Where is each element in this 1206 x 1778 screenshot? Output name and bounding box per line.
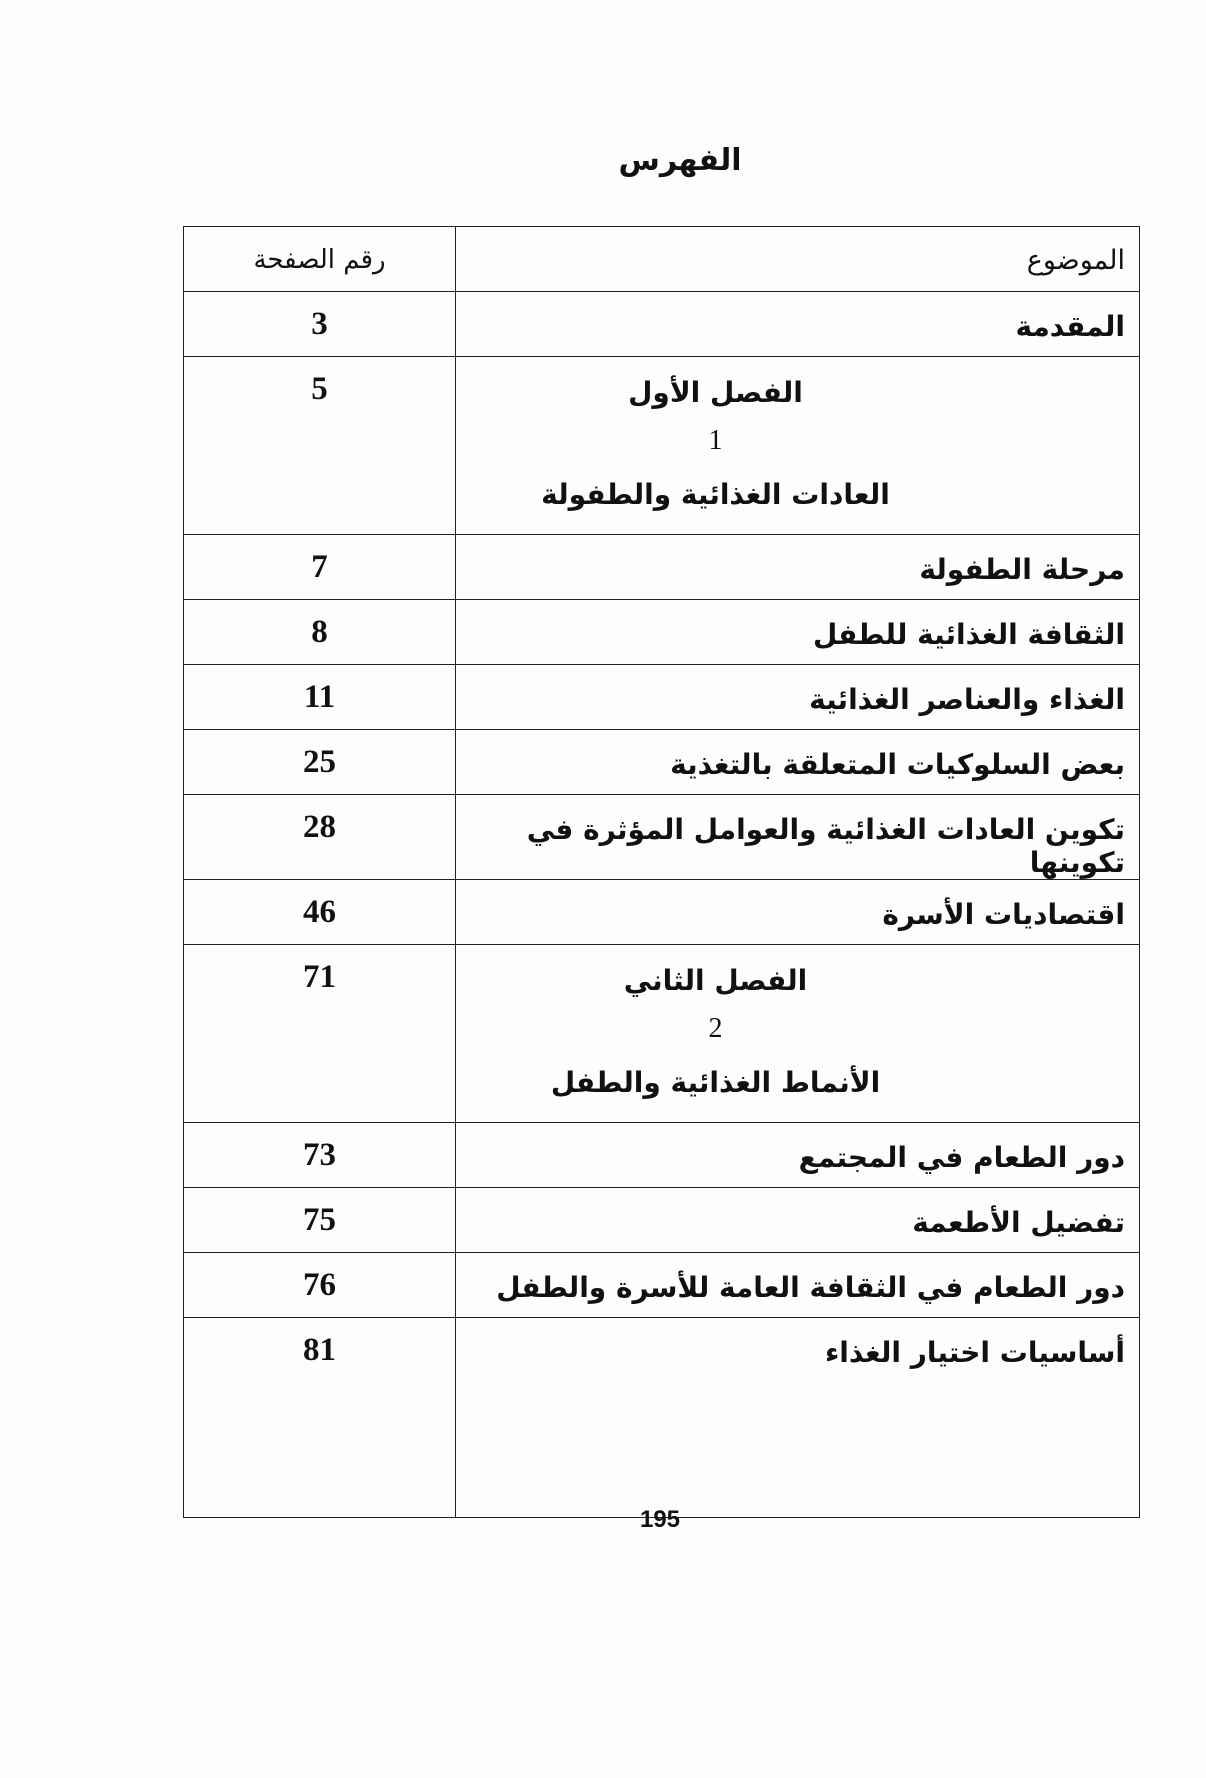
table-row (184, 292, 1140, 357)
table-row (184, 535, 1140, 600)
row-topic: اقتصاديات الأسرة (456, 880, 1140, 945)
chapter-topic-cell (456, 945, 1140, 1123)
row-page-number: 73 (184, 1123, 456, 1188)
header-topic: الموضوع (456, 227, 1140, 292)
row-topic: بعض السلوكيات المتعلقة بالتغذية (456, 730, 1140, 795)
chapter-number: 1 (708, 425, 723, 456)
row-topic: الثقافة الغذائية للطفل (456, 600, 1140, 665)
row-topic: مرحلة الطفولة (456, 535, 1140, 600)
row-page-number: 7 (184, 535, 456, 600)
row-topic: دور الطعام في المجتمع (456, 1123, 1140, 1188)
row-page-number: 81 (184, 1318, 456, 1518)
page-title: الفهرس (618, 143, 742, 178)
chapter-heading (456, 376, 1125, 511)
row-page-number: 71 (184, 945, 456, 1123)
table-row (184, 1318, 1140, 1518)
row-page-number: 11 (184, 665, 456, 730)
footer-page-number: 195 (639, 1506, 681, 1533)
table-row (184, 795, 1140, 880)
table-row (184, 880, 1140, 945)
table-header-row (184, 227, 1140, 292)
chapter-row (184, 945, 1140, 1123)
chapter-row (184, 357, 1140, 535)
row-topic: تفضيل الأطعمة (456, 1188, 1140, 1253)
row-topic: الغذاء والعناصر الغذائية (456, 665, 1140, 730)
chapter-title: الفصل الثاني (623, 964, 808, 997)
chapter-topic-cell (456, 357, 1140, 535)
table-row (184, 600, 1140, 665)
table-row (184, 1123, 1140, 1188)
chapter-subtitle: الأنماط الغذائية والطفل (550, 1066, 881, 1099)
chapter-heading (456, 964, 1125, 1099)
row-page-number: 3 (184, 292, 456, 357)
row-page-number: 28 (184, 795, 456, 880)
chapter-subtitle: العادات الغذائية والطفولة (541, 478, 890, 511)
chapter-number: 2 (708, 1013, 723, 1044)
header-page-number: رقم الصفحة (184, 227, 456, 292)
row-topic: دور الطعام في الثقافة العامة للأسرة والطفل (456, 1253, 1140, 1318)
row-topic: تكوين العادات الغذائية والعوامل المؤثرة في تكوينها (456, 795, 1140, 880)
row-page-number: 5 (184, 357, 456, 535)
row-page-number: 25 (184, 730, 456, 795)
table-row (184, 730, 1140, 795)
row-page-number: 76 (184, 1253, 456, 1318)
table-row (184, 665, 1140, 730)
row-page-number: 46 (184, 880, 456, 945)
row-page-number: 8 (184, 600, 456, 665)
table-row (184, 1253, 1140, 1318)
table-row (184, 1188, 1140, 1253)
table-of-contents (183, 226, 1140, 1518)
row-topic: المقدمة (456, 292, 1140, 357)
row-page-number: 75 (184, 1188, 456, 1253)
row-topic: أساسيات اختيار الغذاء (456, 1318, 1140, 1518)
chapter-title: الفصل الأول (628, 376, 803, 409)
